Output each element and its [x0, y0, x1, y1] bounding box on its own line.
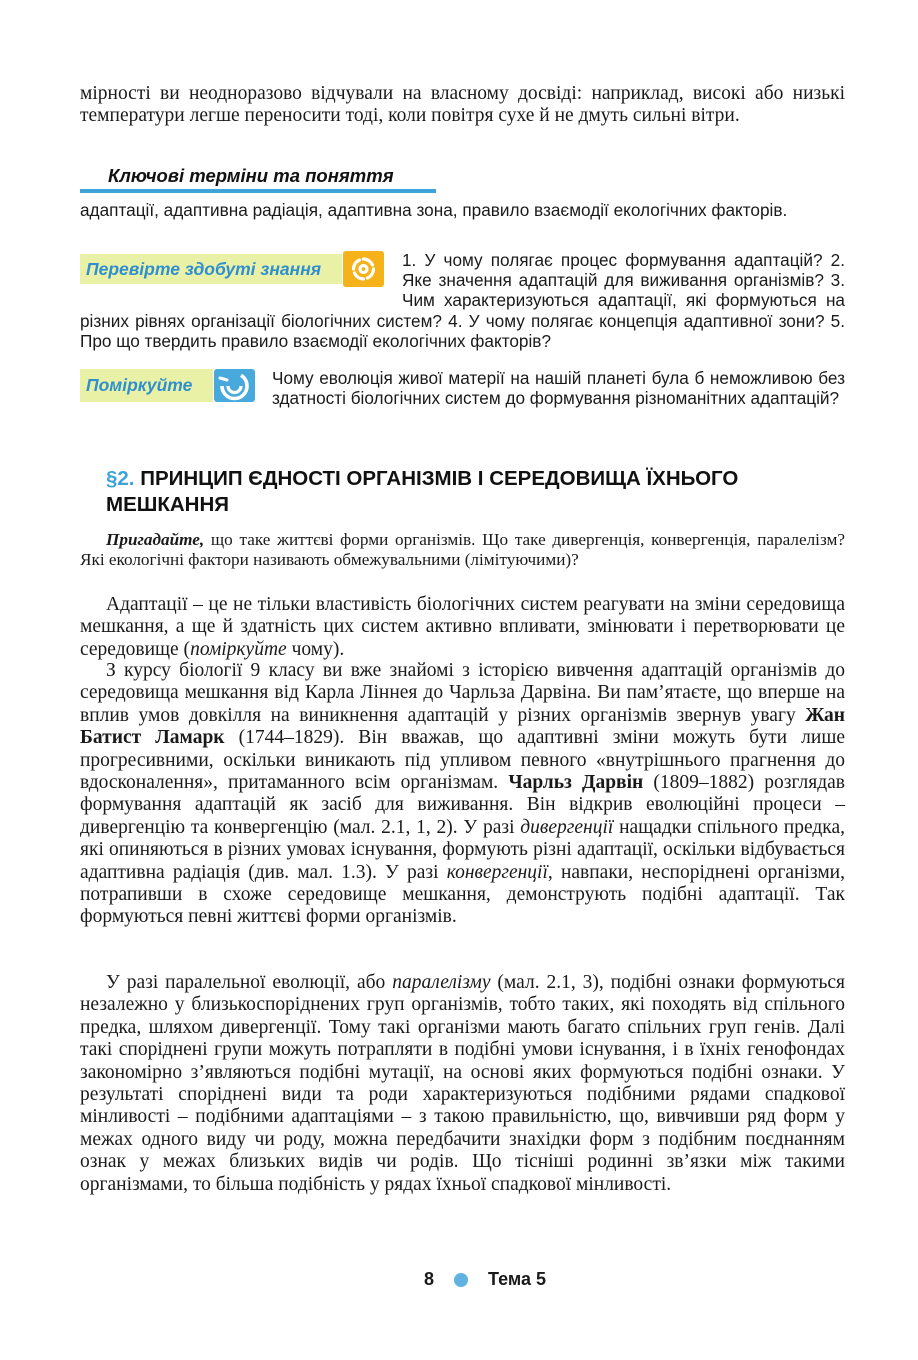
italic-term: дивергенції — [520, 816, 614, 838]
text-run: (мал. 2.1, 3), подібні ознаки формуються незалежно у близькоспоріднених груп організмів, тобто таких, які походять від спільного предка, шляхом дивергенції. Тому такі організми мають багато спільних груп генів. Далі такі споріднені групи можуть потрапляти в подібні умови існування, і в їхніх генофондах закономірно з’являються подібні мутації, на основі яких формуються подібні ознаки. У результаті споріднені види та роди характеризуються подібними рядами спадкової мінливості – подібними адаптаціями – з такою правильністю, що, вивчивши ряд форм у межах одного виду чи роду, можна передбачити знахідки форм з подібним поєднанням ознак у межах близьких видів чи родів. Що тісніші родинні зв’язки між такими організмами, то більша подібність у рядах їхньої спадкової мінливості. — [80, 972, 845, 1195]
italic-term: конвергенції — [446, 861, 548, 883]
recall-text: що таке життєві форми організмів. Що таке дивергенція, конвергенція, паралелізм? Які екологічні фактори називають обмежувальними (лімітуючими)? — [80, 530, 845, 570]
recall-lead: Пригадайте, — [106, 530, 205, 549]
check-knowledge-text: 1. У чому полягає процес формування адаптацій? 2. Яке значення адаптацій для виживання організмів? 3. Чим характеризуються адаптації, які формуються на різних рівнях організації біологічних систем? 4. У чому полягає концепція адаптивної зони? 5. Про що твердить правило взаємодії екологічних факторів? — [80, 250, 845, 351]
key-terms-title: Ключові терміни та поняття — [108, 165, 394, 186]
footer-dot-icon — [454, 1273, 468, 1287]
check-knowledge-label-text: Перевірте здобуті знання — [86, 259, 322, 279]
think-text: Чому еволюція живої матерії на нашій планеті була б неможливою без здатності біологічних систем до формування різноманітних адаптацій? — [272, 368, 845, 409]
float-spacer — [80, 250, 402, 292]
think-label-text: Поміркуйте — [86, 375, 193, 395]
page-number: 8 — [424, 1269, 435, 1289]
section-number: §2. — [106, 467, 135, 490]
page-footer — [0, 1269, 918, 1291]
section-title: ПРИНЦИП ЄДНОСТІ ОРГАНІЗМІВ І СЕРЕДОВИЩА ЇХНЬОГО МЕШКАННЯ — [106, 467, 739, 516]
text-run: Адаптації – це не тільки властивість біологічних систем реагувати на зміни середовища мешкання, а ще й здатність цих систем активно впливати, змінювати і перетворювати це середовище ( — [80, 594, 845, 660]
think-label — [80, 369, 213, 402]
wave-icon — [214, 369, 255, 402]
section-heading — [106, 466, 806, 518]
intro-paragraph: мірності ви неодноразово відчували на власному досвіді: наприклад, високі або низькі температури легше переносити тоді, коли повітря сухе й не дмуть сильні вітри. — [80, 83, 845, 127]
text-run: (1744–1829). Він вважав, що адаптивні зміни можуть бути лише прогресивними, оскільки виникають під упливом певного «внутрішнього прагнення до вдосконалення», притаманного всім організмам. — [80, 727, 845, 794]
check-knowledge-block — [80, 250, 845, 351]
bold-name: Жан Батист Ламарк — [80, 704, 845, 749]
text-run: У разі паралельної еволюції, або — [106, 972, 393, 993]
text-run: (1809–1882) розглядав формування адаптацій як засіб для виживання. Він відкрив еволюційні процеси – дивергенцію та конвергенцію (мал. 2.1, 1, 2). У разі — [80, 772, 846, 838]
text-run: З курсу біології 9 класу ви вже знайомі з історією вивчення адаптацій організмів до середовища мешкання від Карла Ліннея до Чарльза Дарвіна. Ви пам’ятаєте, що вперше на вплив умов довкілля на виникнення адаптацій у різних організмів звернув увагу — [80, 660, 845, 726]
key-terms-header — [80, 163, 436, 193]
body-paragraph-2 — [80, 660, 845, 929]
footer-topic: Тема 5 — [488, 1269, 546, 1289]
body-paragraph-1 — [80, 594, 845, 661]
key-terms-text: адаптації, адаптивна радіація, адаптивна зона, правило взаємодії екологічних факторів. — [80, 200, 788, 220]
italic-term: паралелізму — [392, 972, 491, 993]
bold-name: Чарльз Дарвін — [508, 772, 644, 794]
italic-term: поміркуйте — [190, 638, 287, 660]
text-run: , навпаки, неспоріднені організми, потрапивши в схоже середовище мешкання, демонструють подібні адаптації. Так формуються певні життєві форми організмів. — [80, 861, 845, 928]
text-run: чому). — [286, 638, 345, 660]
text-run: нащадки спільного предка, які опиняються в різних умовах існування, формують різні адаптації, оскільки відбувається адаптивна радіація (див. мал. 1.3). У разі — [80, 816, 845, 883]
body-paragraph-3 — [80, 972, 845, 1196]
recall-paragraph — [80, 530, 845, 571]
